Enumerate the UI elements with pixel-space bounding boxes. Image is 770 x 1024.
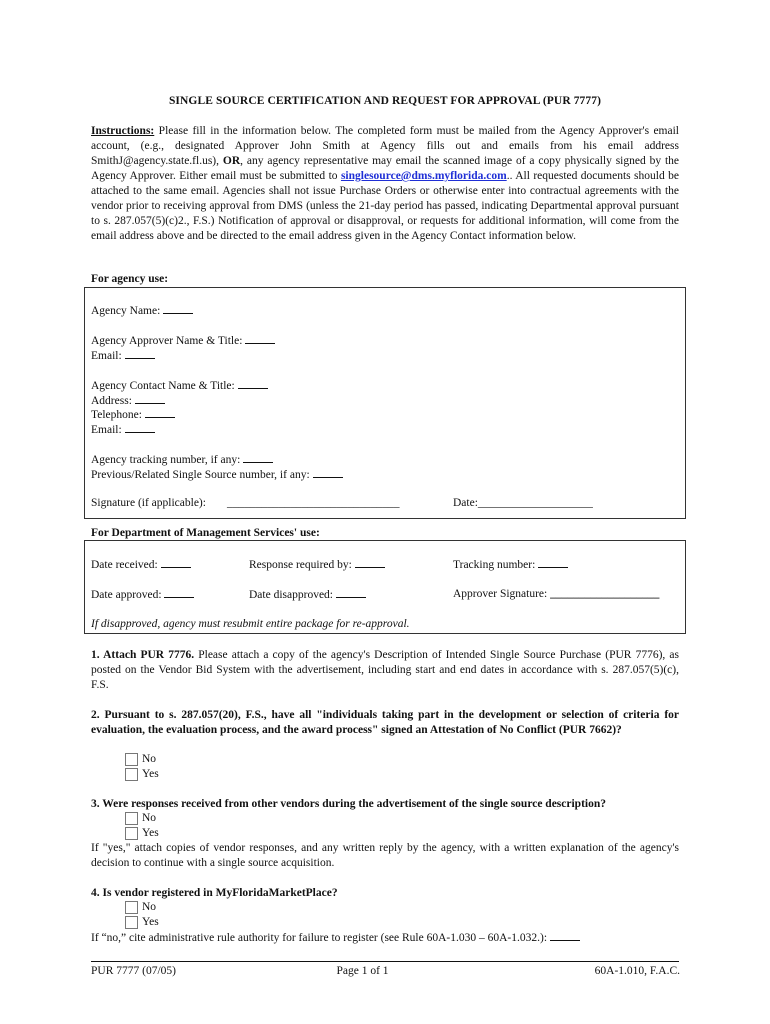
- form-title: SINGLE SOURCE CERTIFICATION AND REQUEST FOR APPROVAL (PUR 7777): [168, 95, 602, 107]
- telephone-input[interactable]: [145, 407, 175, 418]
- submission-email-link[interactable]: singlesource@dms.myflorida.com: [340, 170, 507, 182]
- q3-no-checkbox[interactable]: [125, 812, 138, 825]
- telephone-label: Telephone:: [91, 409, 142, 421]
- q4-yes-checkbox[interactable]: [125, 916, 138, 929]
- date-field[interactable]: [453, 496, 593, 511]
- date-disapproved-field[interactable]: [249, 587, 366, 603]
- footer-divider: [91, 961, 679, 962]
- q2-yes-label: Yes: [142, 768, 159, 780]
- approver-email-label: Email:: [91, 350, 122, 362]
- address-input[interactable]: [135, 393, 165, 404]
- question-1-lead: 1. Attach PUR 7776.: [91, 649, 195, 661]
- tracking-number-label: Tracking number:: [453, 559, 536, 571]
- question-3-note: If "yes," attach copies of vendor responses, and any written reply by the agency, with a written explanation of the agency's decision to continue with a single source acquisition.: [91, 842, 679, 869]
- agency-section-box: [84, 287, 686, 519]
- date-disapproved-label: Date disapproved:: [249, 589, 333, 601]
- q2-no-checkbox[interactable]: [125, 753, 138, 766]
- previous-field[interactable]: [91, 467, 343, 483]
- response-required-field[interactable]: [249, 557, 385, 573]
- agency-name-label: Agency Name:: [91, 305, 161, 317]
- contact-email-input[interactable]: [125, 422, 155, 433]
- agency-name-field[interactable]: [91, 303, 193, 319]
- signature-line[interactable]: ______________________________: [227, 497, 400, 509]
- q4-no-checkbox[interactable]: [125, 901, 138, 914]
- q3-option-no[interactable]: [125, 811, 156, 826]
- q2-option-no[interactable]: [125, 752, 156, 767]
- instructions-paragraph: [91, 124, 679, 244]
- contact-name-field[interactable]: [91, 378, 268, 394]
- approver-signature-field[interactable]: [453, 587, 659, 602]
- tracking-number-field[interactable]: [453, 557, 568, 573]
- question-4-note-field[interactable]: [91, 930, 580, 946]
- date-label: Date:: [453, 497, 478, 509]
- approver-email-field[interactable]: [91, 348, 155, 364]
- approver-name-field[interactable]: [91, 333, 275, 349]
- date-received-field[interactable]: [91, 557, 191, 573]
- footer-rule: 60A-1.010, F.A.C.: [594, 965, 680, 977]
- tracking-label: Agency tracking number, if any:: [91, 454, 241, 466]
- q3-yes-label: Yes: [142, 827, 159, 839]
- question-1-text: Please attach a copy of the agency's Description of Intended Single Source Purchase (PUR 7776), as posted on the Vendor Bid System with the advertisement, including start and end dates in accordance with s. 287.057(5)(c), F.S.: [91, 649, 679, 691]
- footer-page-number: Page 1 of 1: [336, 965, 389, 977]
- q3-option-yes[interactable]: [125, 826, 159, 841]
- question-1: [91, 648, 679, 693]
- tracking-input[interactable]: [243, 452, 273, 463]
- instructions-text-2: , any agency representative may email the scanned image of a copy physically signed by the Agency Approver. Either email must be submitted to: [91, 155, 679, 182]
- instructions-text-3: .. All requested documents should be attached to the same email. Agencies shall not issue Purchase Orders or otherwise enter into contractual agreements with the vendor prior to receiving approval from DMS (unless the 21-day period has passed, indicating Departmental approval pursuant to s. 287.057(5)(c)2., F.S.) Notification of approval or disapproval, or requests for additional information, will come from the email address above and be directed to the email address given in the Agency Contact information below.: [91, 170, 679, 242]
- tracking-number-input[interactable]: [538, 557, 568, 568]
- contact-email-field[interactable]: [91, 422, 155, 438]
- q2-yes-checkbox[interactable]: [125, 768, 138, 781]
- address-label: Address:: [91, 395, 132, 407]
- question-3-text: 3. Were responses received from other vendors during the advertisement of the single source description?: [91, 798, 607, 810]
- dms-section-label: For Department of Management Services' use:: [91, 527, 320, 539]
- telephone-field[interactable]: [91, 407, 175, 423]
- q4-option-yes[interactable]: [125, 915, 159, 930]
- q3-no-label: No: [142, 812, 157, 824]
- q4-rule-input[interactable]: [550, 930, 580, 941]
- previous-input[interactable]: [313, 467, 343, 478]
- instructions-heading: Instructions:: [91, 125, 155, 137]
- response-required-input[interactable]: [355, 557, 385, 568]
- date-disapproved-input[interactable]: [336, 587, 366, 598]
- date-received-input[interactable]: [161, 557, 191, 568]
- q2-option-yes[interactable]: [125, 767, 159, 782]
- q4-no-label: No: [142, 901, 157, 913]
- date-received-label: Date received:: [91, 559, 158, 571]
- instructions-or: OR: [222, 155, 241, 167]
- q4-option-no[interactable]: [125, 900, 156, 915]
- approver-name-label: Agency Approver Name & Title:: [91, 335, 243, 347]
- approver-signature-line[interactable]: ___________________: [550, 588, 660, 600]
- approver-name-input[interactable]: [245, 333, 275, 344]
- date-line[interactable]: ____________________: [477, 497, 593, 509]
- approver-signature-label: Approver Signature:: [453, 588, 548, 600]
- q2-no-label: No: [142, 753, 157, 765]
- question-4-note: If “no,” cite administrative rule authority for failure to register (see Rule 60A-1.030 – 60A-1.032.):: [91, 932, 548, 944]
- question-2-text: 2. Pursuant to s. 287.057(20), F.S., have all "individuals taking part in the development or selection of criteria for evaluation, the evaluation process, and the award process" signed an Attestation of No Conflict (PUR 7662)?: [91, 709, 679, 736]
- date-approved-label: Date approved:: [91, 589, 162, 601]
- question-4-text: 4. Is vendor registered in MyFloridaMarketPlace?: [91, 887, 338, 899]
- tracking-field[interactable]: [91, 452, 273, 468]
- response-required-label: Response required by:: [249, 559, 352, 571]
- instructions-text-1: Please fill in the information below. The completed form must be mailed from the Agency Approver's email account, (e.g., designated Approver John Smith at Agency fills out and emails from his email address SmithJ@agency.state.fl.us),: [91, 125, 679, 167]
- q3-yes-checkbox[interactable]: [125, 827, 138, 840]
- agency-name-input[interactable]: [163, 303, 193, 314]
- signature-label: Signature (if applicable):: [91, 497, 206, 509]
- previous-label: Previous/Related Single Source number, if any:: [91, 469, 310, 481]
- q4-yes-label: Yes: [142, 916, 159, 928]
- approver-email-input[interactable]: [125, 348, 155, 359]
- contact-name-input[interactable]: [238, 378, 268, 389]
- contact-name-label: Agency Contact Name & Title:: [91, 380, 235, 392]
- footer-form-id: PUR 7777 (07/05): [91, 965, 176, 977]
- agency-section-label: For agency use:: [91, 273, 169, 285]
- date-approved-input[interactable]: [164, 587, 194, 598]
- disapproved-note: If disapproved, agency must resubmit entire package for re-approval.: [91, 618, 410, 630]
- contact-email-label: Email:: [91, 424, 122, 436]
- date-approved-field[interactable]: [91, 587, 194, 603]
